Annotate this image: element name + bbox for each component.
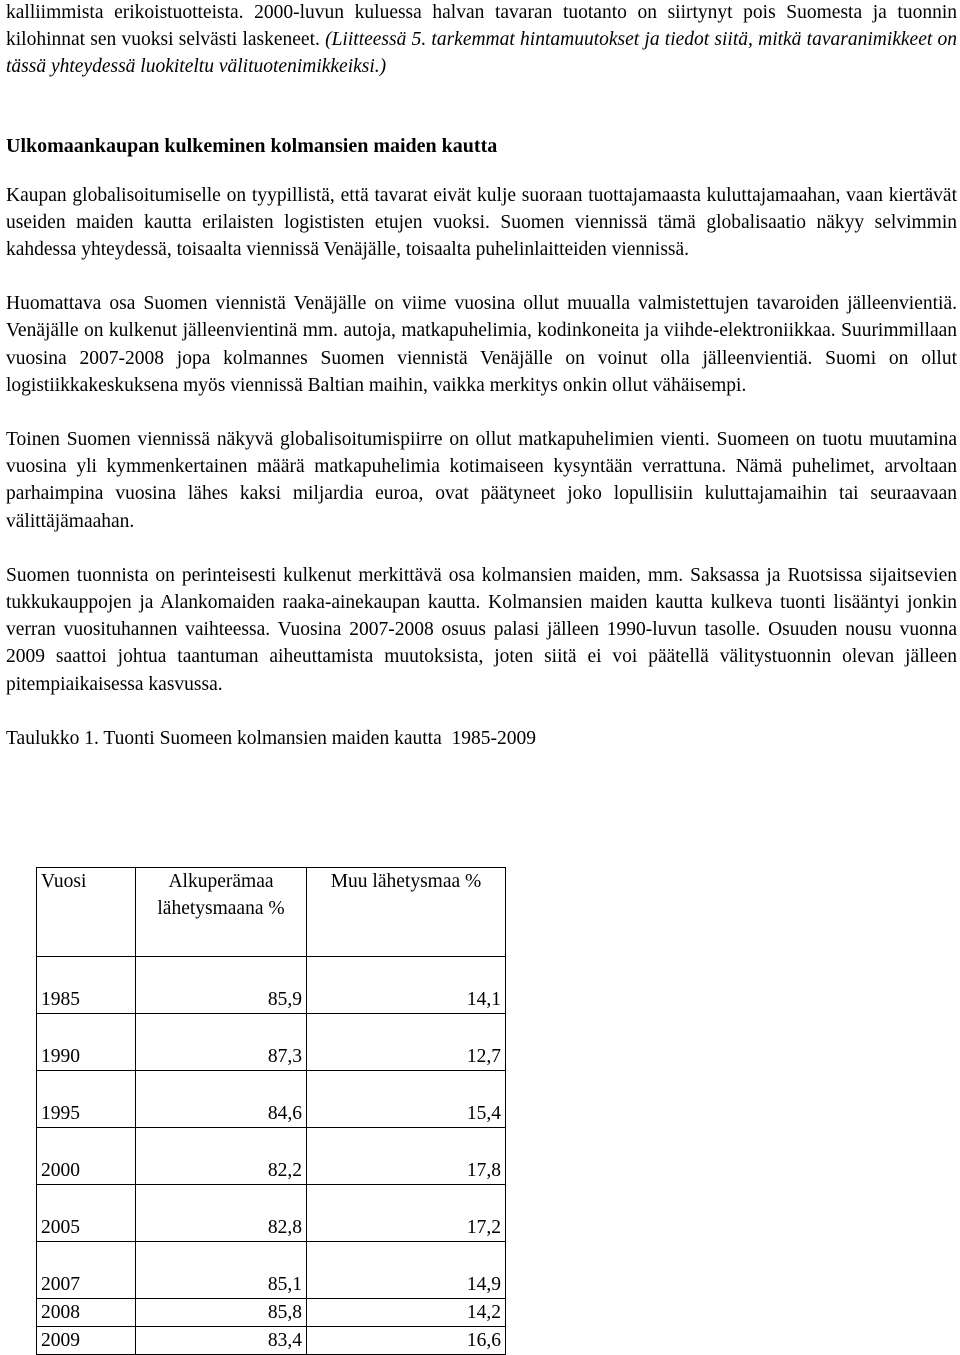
table-row bbox=[37, 1242, 506, 1299]
table-row bbox=[37, 1185, 506, 1242]
cell-origin: 85,8 bbox=[136, 1299, 307, 1327]
table-row bbox=[37, 1128, 506, 1185]
table-row bbox=[37, 1327, 506, 1355]
table-header-row bbox=[37, 868, 506, 957]
table-row bbox=[37, 957, 506, 1014]
cell-other: 15,4 bbox=[307, 1071, 506, 1128]
cell-origin: 85,1 bbox=[136, 1242, 307, 1299]
cell-year: 1985 bbox=[37, 957, 136, 1014]
cell-other: 14,1 bbox=[307, 957, 506, 1014]
cell-origin: 82,8 bbox=[136, 1185, 307, 1242]
table-row bbox=[37, 1071, 506, 1128]
intro-text: kalliimmista erikoistuotteista. 2000-luvun kuluessa halvan tavaran tuotanto on siirtynyt pois Suomesta ja tuonnin kilohinnat sen vuoksi selvästi laskeneet. bbox=[6, 2, 957, 51]
cell-year: 2005 bbox=[37, 1185, 136, 1242]
import-table bbox=[36, 867, 506, 1355]
body-paragraph-2: Huomattava osa Suomen viennistä Venäjälle on viime vuosina ollut muualla valmistettujen tavaroiden jälleenvientiä. Venäjälle on kulkenut jälleenvientinä mm. autoja, matkapuhelimia, kodinkoneita ja viihde-elektroniikkaa. Suurimmillaan vuosina 2007-2008 jopa kolmannes Suomen viennistä Venäjälle on voinut olla jälleenvientiä. Suomi on ollut logistiikkakeskuksena myös viennissä Baltian maihin, vaikka merkitys onkin ollut vähäisempi. bbox=[6, 293, 957, 396]
body-paragraph-3: Toinen Suomen viennissä näkyvä globalisoitumispiirre on ollut matkapuhelimien vienti. Suomeen on tuotu muutamina vuosina yli kymmenkertainen määrä matkapuhelimia kotimaiseen kysyntään verrattuna. Nämä puhelimet, arvoltaan parhaimpina vuosina lähes kaksi miljardia euroa, ovat päätyneet joko lopullisiin kuluttajamaihin tai seuraavaan välittäjämaahan. bbox=[6, 429, 957, 532]
body-paragraph-1: Kaupan globalisoitumiselle on tyypillistä, että tavarat eivät kulje suoraan tuottajamaasta kuluttajamaahan, vaan kiertävät useiden maiden kautta erilaisten logististen etujen vuoksi. Suomen viennissä tämä globalisaatio näkyy selvimmin kahdessa yhteydessä, toisaalta viennissä Venäjälle, toisaalta puhelinlaitteiden viennissä. bbox=[6, 184, 957, 261]
section-heading: Ulkomaankaupan kulkeminen kolmansien maiden kautta bbox=[6, 134, 498, 157]
cell-year: 1990 bbox=[37, 1014, 136, 1071]
cell-year: 2009 bbox=[37, 1327, 136, 1355]
cell-other: 17,2 bbox=[307, 1185, 506, 1242]
table-row bbox=[37, 1299, 506, 1327]
body-paragraph-4: Suomen tuonnista on perinteisesti kulkenut merkittävä osa kolmansien maiden, mm. Saksassa ja Ruotsissa sijaitsevien tukkukauppojen ja Alankomaiden raaka-ainekaupan kautta. Kolmansien maiden kautta kulkeva tuonti lisääntyi jonkin verran vuosituhannen vaihteessa. Vuosina 2007-2008 osuus palasi jälleen 1990-luvun tasolle. Osuuden nousu vuonna 2009 saattoi johtua taantuman aiheuttamista muutoksista, joten siitä ei voi päätellä välitystuonnin olevan jälleen pitempiaikaisessa kasvussa. bbox=[6, 564, 957, 695]
table-caption: Taulukko 1. Tuonti Suomeen kolmansien maiden kautta 1985-2009 bbox=[6, 727, 536, 749]
cell-origin: 83,4 bbox=[136, 1327, 307, 1355]
table-row bbox=[37, 1014, 506, 1071]
cell-other: 14,9 bbox=[307, 1242, 506, 1299]
document-page bbox=[6, 0, 957, 752]
cell-origin: 82,2 bbox=[136, 1128, 307, 1185]
header-other-country: Muu lähetysmaa % bbox=[307, 868, 506, 957]
cell-year: 1995 bbox=[37, 1071, 136, 1128]
cell-other: 16,6 bbox=[307, 1327, 506, 1355]
cell-other: 14,2 bbox=[307, 1299, 506, 1327]
cell-year: 2000 bbox=[37, 1128, 136, 1185]
cell-origin: 87,3 bbox=[136, 1014, 307, 1071]
cell-year: 2007 bbox=[37, 1242, 136, 1299]
header-origin-country: Alkuperämaa lähetysmaana % bbox=[136, 868, 307, 957]
header-year: Vuosi bbox=[37, 868, 136, 957]
cell-other: 12,7 bbox=[307, 1014, 506, 1071]
intro-italic-note: (Liitteessä 5. tarkemmat hintamuutokset ja tiedot siitä, mitkä tavaranimikkeet on tässä yhteydessä luokiteltu välituotenimikkeiksi.) bbox=[6, 29, 957, 78]
intro-paragraph bbox=[6, 0, 957, 81]
cell-origin: 84,6 bbox=[136, 1071, 307, 1128]
cell-other: 17,8 bbox=[307, 1128, 506, 1185]
cell-year: 2008 bbox=[37, 1299, 136, 1327]
cell-origin: 85,9 bbox=[136, 957, 307, 1014]
